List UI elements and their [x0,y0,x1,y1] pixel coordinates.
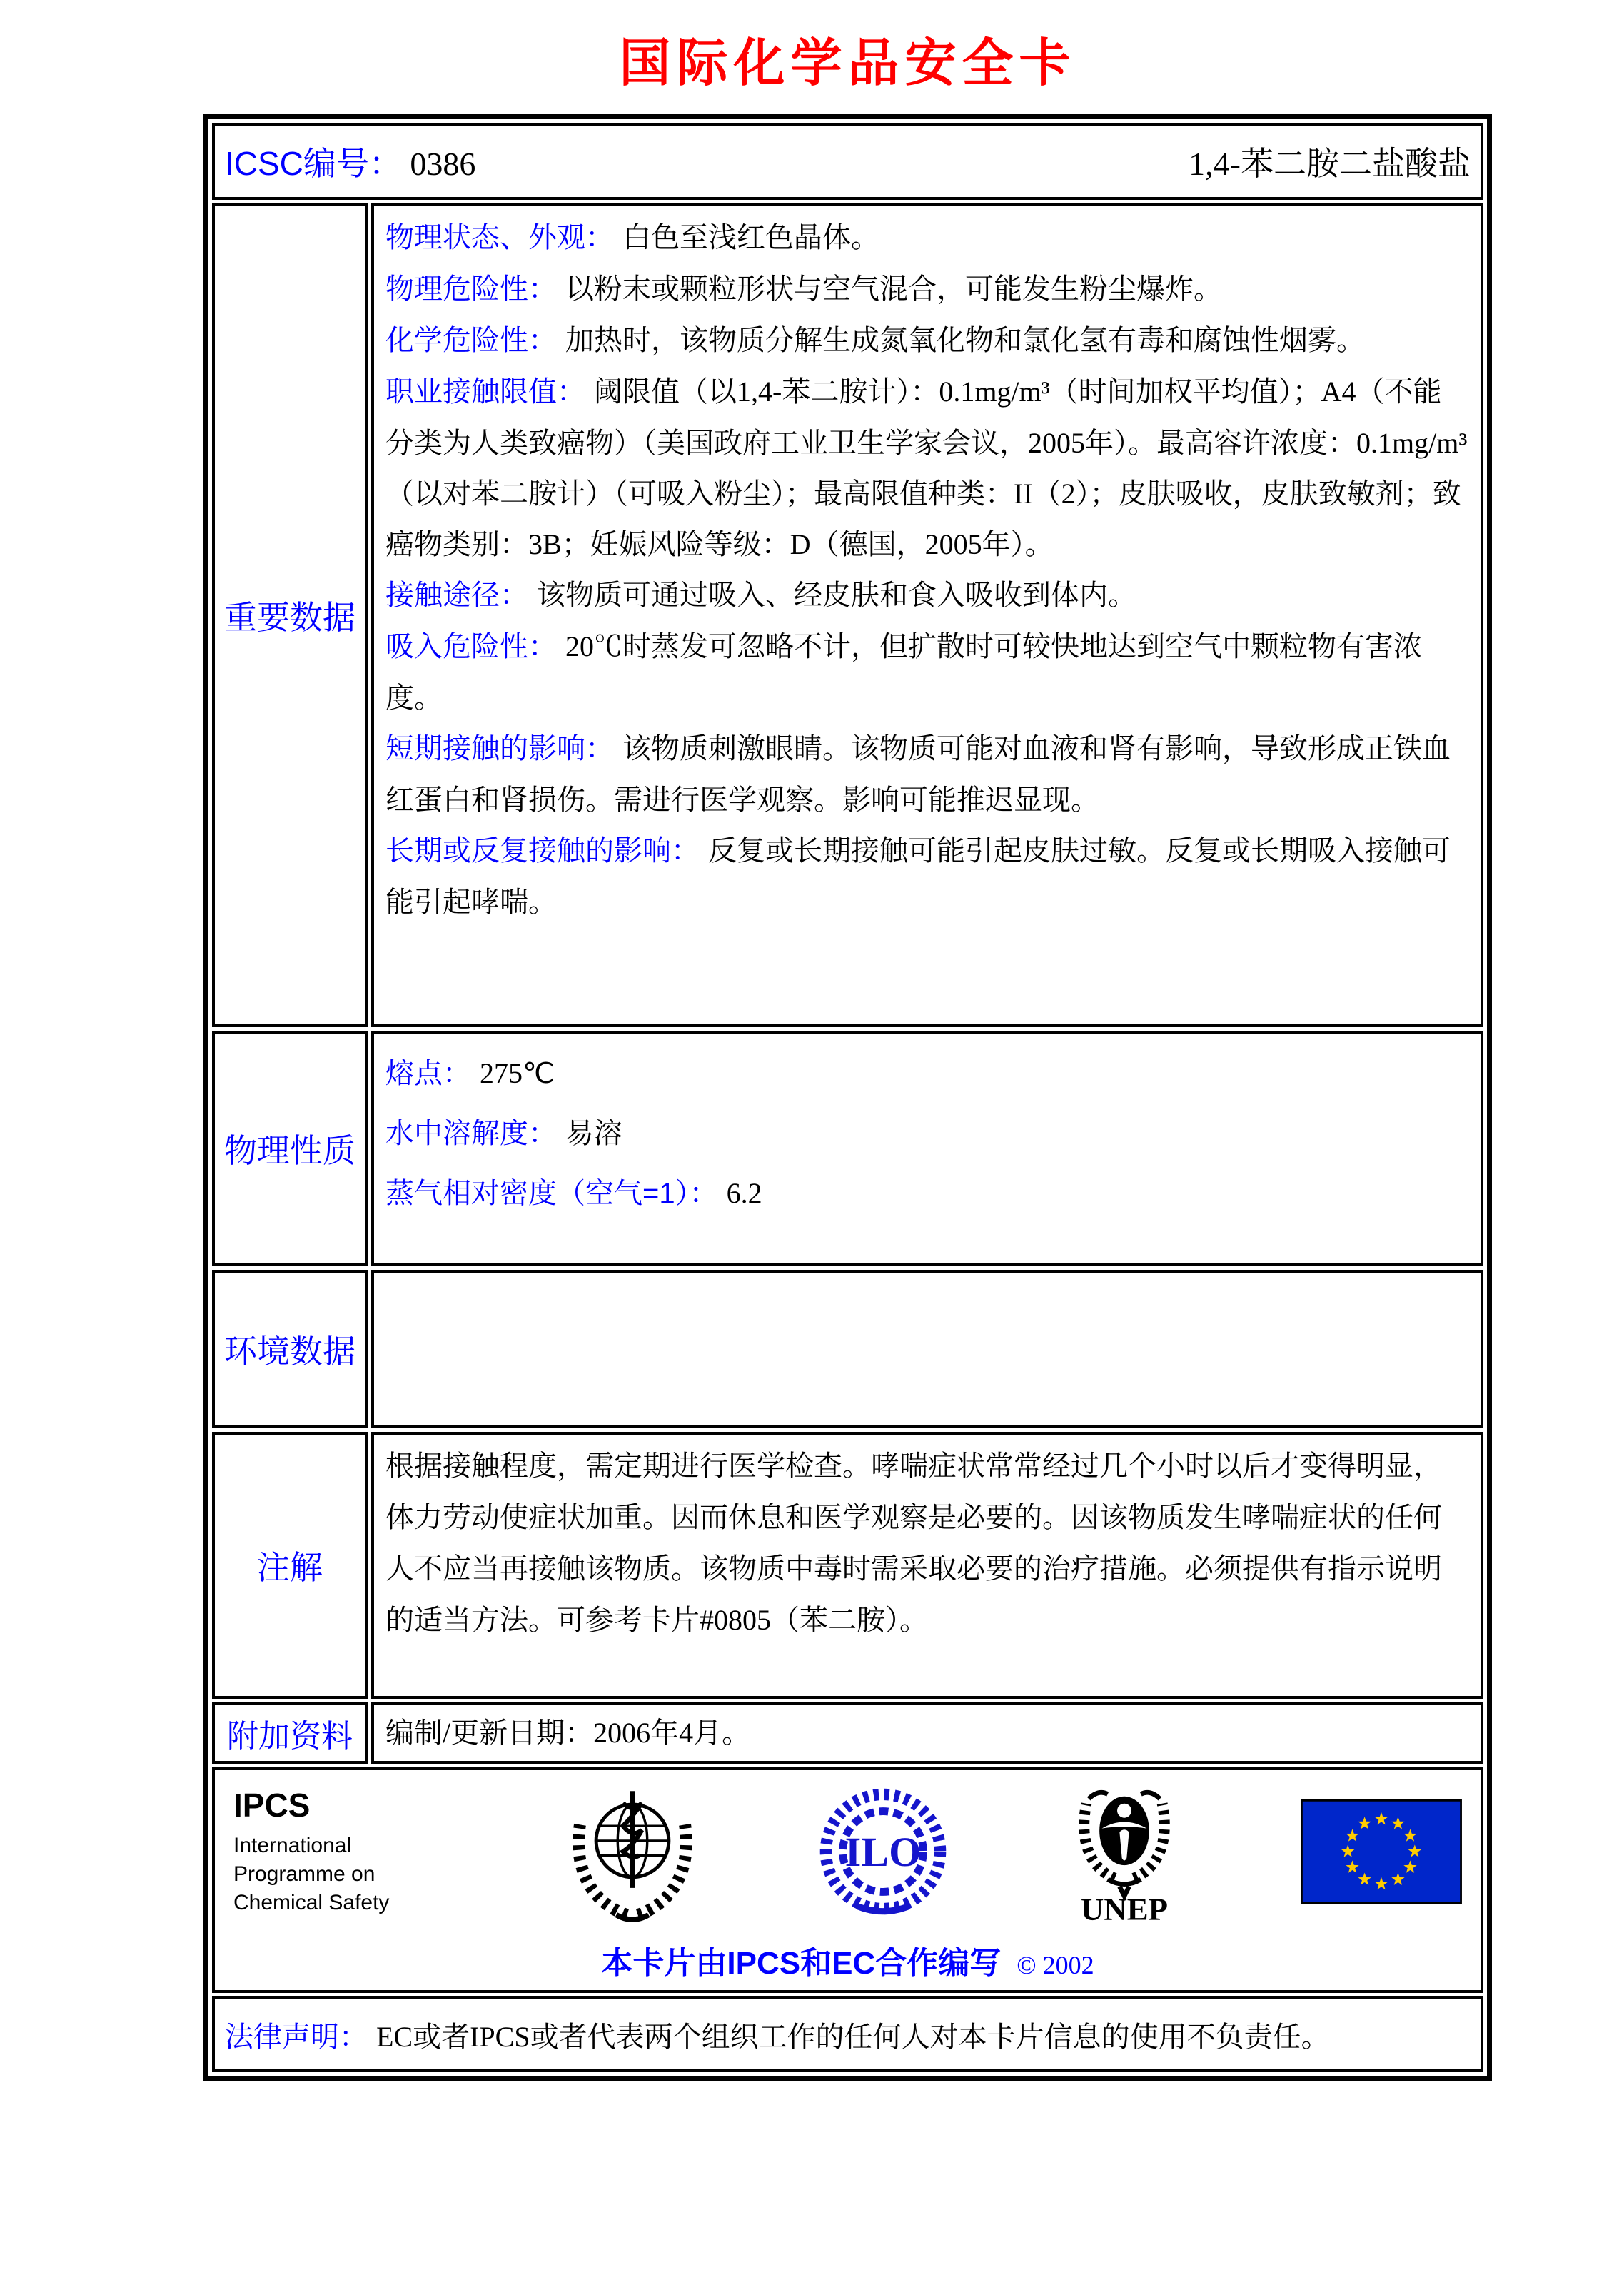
field-label: 化学危险性： [385,325,557,356]
field-value: 该物质可通过吸入、经皮肤和食入吸收到体内。 [537,579,1136,611]
legal-notice-label: 法律声明： [225,2021,368,2053]
field-label: 长期或反复接触的影响： [385,835,700,867]
svg-text:UNEP: UNEP [1080,1891,1168,1926]
svg-text:ILO: ILO [844,1829,921,1876]
eu-flag-icon [1301,1799,1462,1904]
notes-content: 根据接触程度，需定期进行医学检查。哮喘症状常常经过几个小时以后才变得明显，体力劳动使症状加重。因而休息和医学观察是必要的。因该物质发生哮喘症状的任何人不应当再接触该物质。该物质中毒时需采取必要的治疗措施。必须提供有指示说明的适当方法。可参考卡片#0805（苯二胺）。 [371,1432,1483,1699]
section-label-environmental-data: 环境数据 [212,1270,368,1428]
field-value: 以粉末或颗粒形状与空气混合，可能发生粉尘爆炸。 [565,273,1222,305]
field-melting-point [385,1044,1469,1104]
important-data-row [212,203,1483,1027]
ipcs-line-2: Programme on [233,1862,375,1886]
who-emblem-icon [565,1782,700,1922]
field-value: 阈限值（以1,4-苯二胺计）：0.1mg/m³（时间加权平均值）；A4（不能分类为人类致癌物）（美国政府工业卫生学家会议，2005年）。最高容许浓度：0.1mg/m³（以对苯二胺计）（可吸入粉尘）；最高限值种类：II（2）；皮肤吸收，皮肤致敏剂；致癌物类别：3B；妊娠风险等级：D（德国，2005年）。 [385,375,1468,560]
field-occupational-limits [385,366,1469,570]
additional-info-content: 编制/更新日期：2006年4月。 [371,1702,1483,1764]
icsc-table [203,114,1492,2081]
legal-notice [212,1996,1483,2072]
field-physical-danger [385,263,1469,315]
field-value: 易溶 [565,1117,622,1149]
field-label: 物理状态、外观： [385,222,614,253]
ilo-emblem-icon [818,1787,948,1917]
field-inhalation-risk [385,621,1469,723]
field-exposure-routes [385,570,1469,621]
notes-row [212,1432,1483,1699]
field-label: 蒸气相对密度（空气=1）： [385,1178,718,1209]
field-physical-state [385,212,1469,263]
field-chemical-danger [385,315,1469,366]
chemical-name: 1,4-苯二胺二盐酸盐 [1189,146,1471,182]
copyright-text: © 2002 [1017,1951,1094,1979]
field-label: 熔点： [385,1058,471,1089]
cooperation-caption [228,1937,1468,1983]
field-value: 反复或长期接触可能引起皮肤过敏。反复或长期吸入接触可能引起哮喘。 [385,834,1451,918]
field-vapor-density [385,1163,1469,1223]
section-label-physical-properties: 物理性质 [212,1031,368,1266]
ipcs-acronym: IPCS [233,1787,311,1824]
field-value: 该物质刺激眼睛。该物质可能对血液和肾有影响，导致形成正铁血红蛋白和肾损伤。需进行医学观察。影响可能推迟显现。 [385,732,1451,816]
field-long-term-effects [385,825,1469,927]
cooperation-caption-text: 本卡片由IPCS和EC合作编写 [601,1946,1002,1981]
legal-notice-text: EC或者IPCS或者代表两个组织工作的任何人对本卡片信息的使用不负责任。 [376,2020,1330,2053]
environmental-data-row [212,1270,1483,1428]
icsc-number [225,138,475,185]
field-value: 275℃ [480,1057,555,1089]
important-data-content [371,203,1483,1027]
physical-properties-row [212,1031,1483,1266]
field-label: 接触途径： [385,580,528,611]
additional-info-row [212,1702,1483,1764]
ipcs-line-3: Chemical Safety [233,1891,390,1914]
field-value: 20℃时蒸发可忽略不计，但扩散时可较快地达到空气中颗粒物有害浓度。 [385,630,1422,714]
section-label-notes: 注解 [212,1432,368,1699]
field-label: 吸入危险性： [385,631,557,662]
field-label: 短期接触的影响： [385,733,614,764]
field-label: 物理危险性： [385,273,557,305]
legal-row [212,1996,1483,2072]
field-label: 职业接触限值： [385,376,585,408]
field-value: 白色至浅红色晶体。 [622,221,879,253]
field-value: 6.2 [726,1177,762,1209]
icsc-number-value: 0386 [410,146,476,182]
ipcs-line-1: International [233,1834,352,1857]
physical-properties-content [371,1031,1483,1266]
field-value: 加热时，该物质分解生成氮氧化物和氯化氢有毒和腐蚀性烟雾。 [565,324,1365,356]
logos-row [212,1767,1483,1993]
page-title: 国际化学品安全卡 [619,35,1076,92]
icsc-number-label: ICSC编号： [225,145,402,182]
section-label-additional-info: 附加资料 [212,1702,368,1764]
field-label: 水中溶解度： [385,1118,557,1149]
field-short-term-effects [385,723,1469,825]
environmental-data-content [371,1270,1483,1428]
unep-emblem-icon [1065,1777,1184,1926]
field-water-solubility [385,1104,1469,1163]
section-label-important-data: 重要数据 [212,203,368,1027]
ipcs-text-block [233,1786,448,1917]
header-row [212,123,1483,200]
